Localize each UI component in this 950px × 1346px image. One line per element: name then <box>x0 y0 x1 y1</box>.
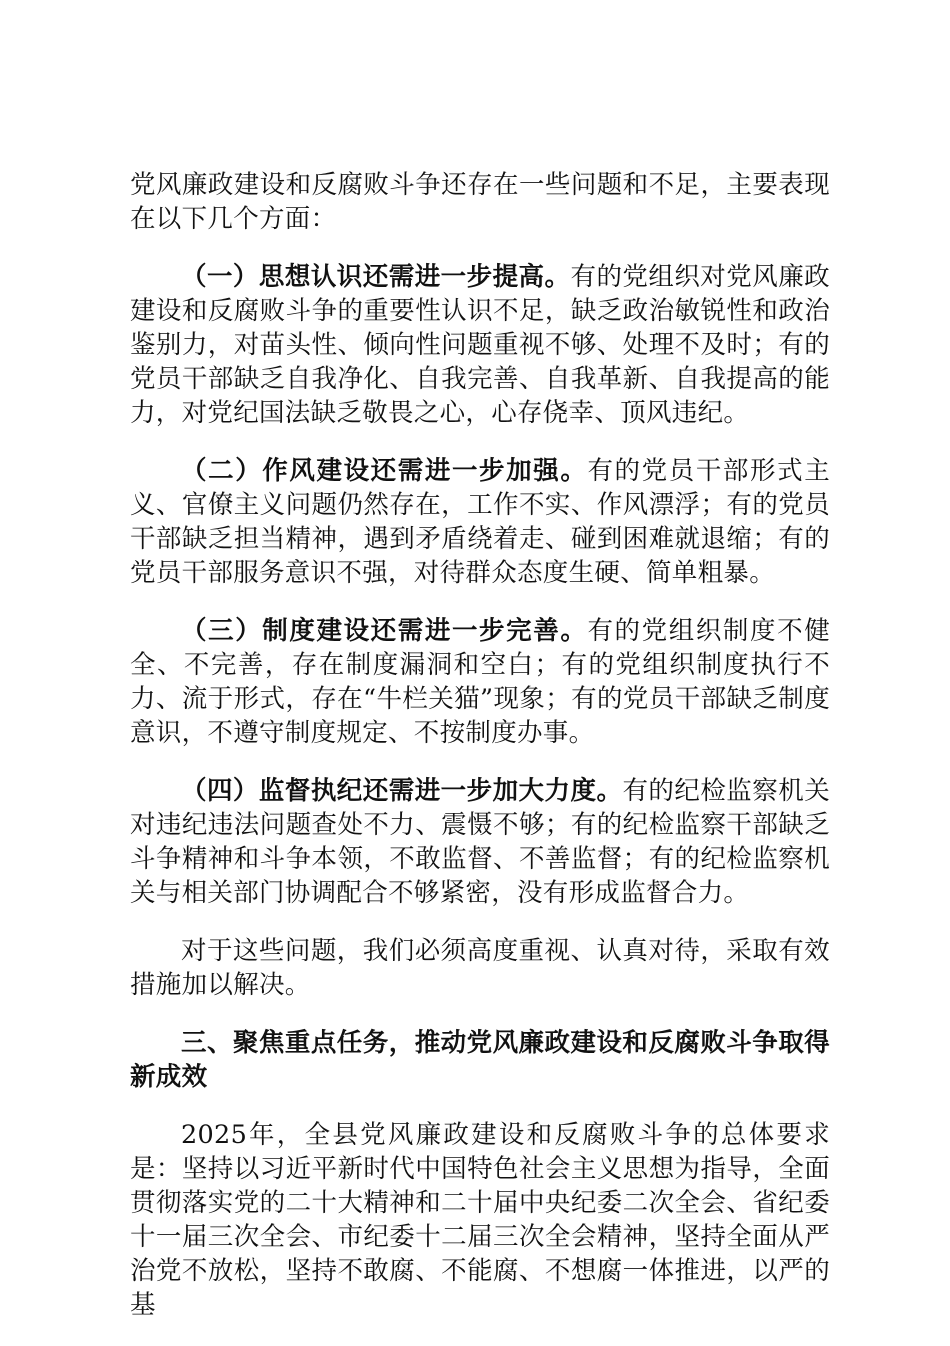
issue-paragraph-1 <box>130 260 830 430</box>
section-heading: 三、聚焦重点任务，推动党风廉政建设和反腐败斗争取得新成效 <box>130 1028 830 1092</box>
paragraph-text: 有的党组织制度不健全、不完善，存在制度漏洞和空白；有的党组织制度执行不力、流于形式，存在“牛栏关猫”现象；有的党员干部缺乏制度意识，不遵守制度规定、不按制度办事。 <box>130 616 830 748</box>
issue-paragraph-3 <box>130 614 830 750</box>
paragraph-text: 有的纪检监察机关对违纪违法问题查处不力、震慑不够；有的纪检监察干部缺乏斗争精神和斗争本领，不敢监督、不善监督；有的纪检监察机关与相关部门协调配合不够紧密，没有形成监督合力。 <box>130 776 830 908</box>
issue-paragraph-4 <box>130 774 830 910</box>
paragraph-text: 有的党员干部形式主义、官僚主义问题仍然存在，工作不实、作风漂浮；有的党员干部缺乏担当精神，遇到矛盾绕着走、碰到困难就退缩；有的党员干部服务意识不强，对待群众态度生硬、简单粗暴。 <box>130 456 830 588</box>
closing-paragraph: 2025年，全县党风廉政建设和反腐败斗争的总体要求是：坚持以习近平新时代中国特色社会主义思想为指导，全面贯彻落实党的二十大精神和二十届中央纪委二次全会、省纪委十一届三次全会、市纪委十二届三次全会精神，坚持全面从严治党不放松，坚持不敢腐、不能腐、不想腐一体推进，以严的基 <box>130 1120 830 1320</box>
paragraph-text: 党风廉政建设和反腐败斗争还存在一些问题和不足，主要表现在以下几个方面： <box>130 170 830 234</box>
paragraph-text: 对于这些问题，我们必须高度重视、认真对待，采取有效措施加以解决。 <box>130 936 830 1000</box>
paragraph-lead: （三）制度建设还需进一步完善。 <box>181 616 588 646</box>
issue-paragraph-2 <box>130 454 830 590</box>
paragraph-lead: （二）作风建设还需进一步加强。 <box>181 456 588 486</box>
summary-paragraph <box>130 934 830 1002</box>
paragraph-text: 有的党组织对党风廉政建设和反腐败斗争的重要性认识不足，缺乏政治敏锐性和政治鉴别力，对苗头性、倾向性问题重视不够、处理不及时；有的党员干部缺乏自我净化、自我完善、自我革新、自我提高的能力，对党纪国法缺乏敬畏之心，心存侥幸、顶风违纪。 <box>130 262 830 428</box>
paragraph-lead: （四）监督执纪还需进一步加大力度。 <box>181 776 623 806</box>
document-body <box>130 168 830 1346</box>
paragraph-lead: （一）思想认识还需进一步提高。 <box>181 262 571 292</box>
intro-paragraph <box>130 168 830 236</box>
